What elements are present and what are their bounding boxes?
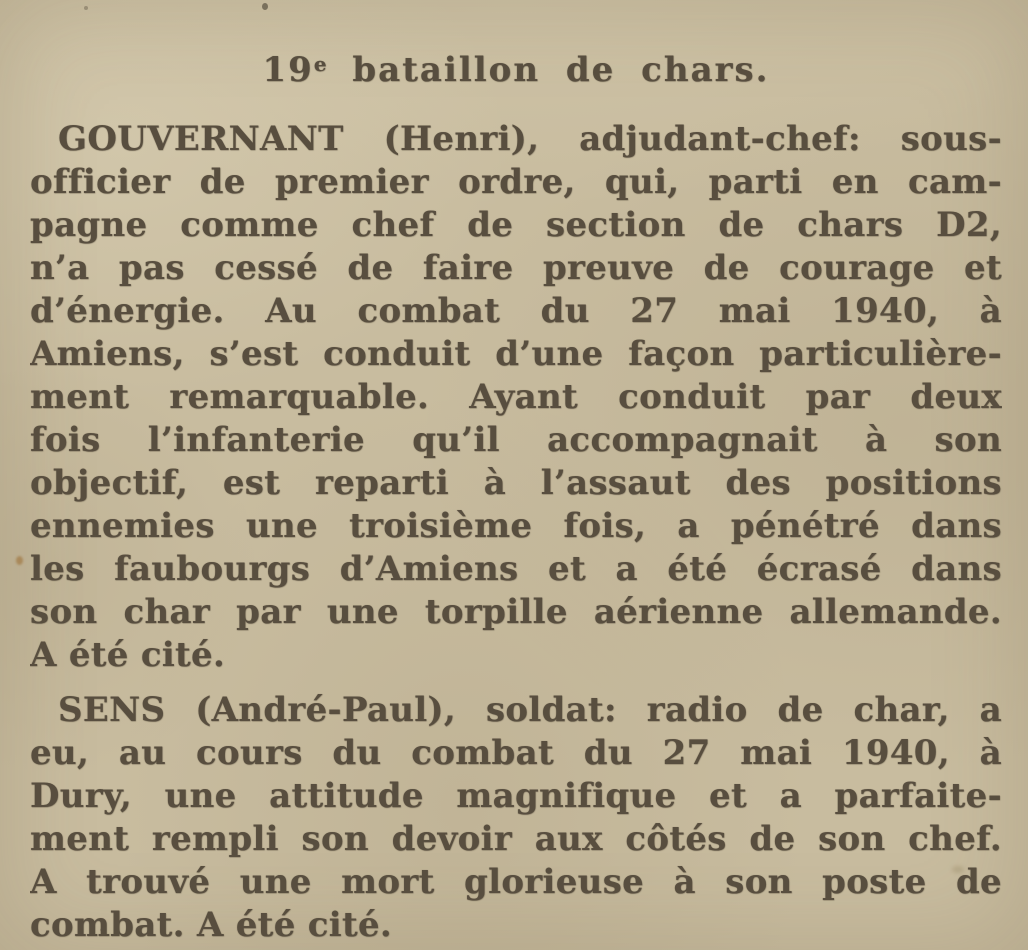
ordinal-suffix-icon: e	[313, 52, 327, 76]
text-line: les faubourgs d’Amiens et a été écrasé dans	[30, 549, 1002, 589]
section-title-text: bataillon de chars.	[352, 50, 770, 90]
rust-stain	[16, 556, 23, 565]
ink-speck	[262, 3, 268, 10]
text-line: son char par une torpille aérienne allemande.	[30, 592, 1002, 632]
ink-speck	[84, 6, 88, 10]
text-line: GOUVERNANT (Henri), adjudant-chef: sous-	[58, 119, 1002, 159]
text-line: objectif, est reparti à l’assaut des positions	[30, 463, 1002, 503]
section-title	[30, 44, 1002, 90]
text-line: ennemies une troisième fois, a pénétré dans	[30, 506, 1002, 546]
text-line: n’a pas cessé de faire preuve de courage et	[30, 248, 1002, 288]
text-line: A trouvé une mort glorieuse à son poste de	[30, 862, 1002, 902]
text-line: Dury, une attitude magnifique et a parfaite-	[30, 776, 1002, 816]
text-line: officier de premier ordre, qui, parti en cam-	[30, 162, 1002, 202]
paragraph-sens	[30, 689, 1002, 947]
text-line: eu, au cours du combat du 27 mai 1940, à	[30, 733, 1002, 773]
text-line: ment remarquable. Ayant conduit par deux	[30, 377, 1002, 417]
battalion-number: 19	[262, 50, 314, 90]
text-line: d’énergie. Au combat du 27 mai 1940, à	[30, 291, 1002, 331]
text-line: pagne comme chef de section de chars D2,	[30, 205, 1002, 245]
text-line: Amiens, s’est conduit d’une façon particulière-	[30, 334, 1002, 374]
paragraph-gouvernant	[30, 118, 1002, 677]
text-line: ment rempli son devoir aux côtés de son chef.	[30, 819, 1002, 859]
text-line: A été cité.	[30, 635, 226, 675]
text-line: SENS (André-Paul), soldat: radio de char, a	[58, 690, 1002, 730]
text-line: combat. A été cité.	[30, 905, 393, 945]
text-line: fois l’infanterie qu’il accompagnait à son	[30, 420, 1002, 460]
